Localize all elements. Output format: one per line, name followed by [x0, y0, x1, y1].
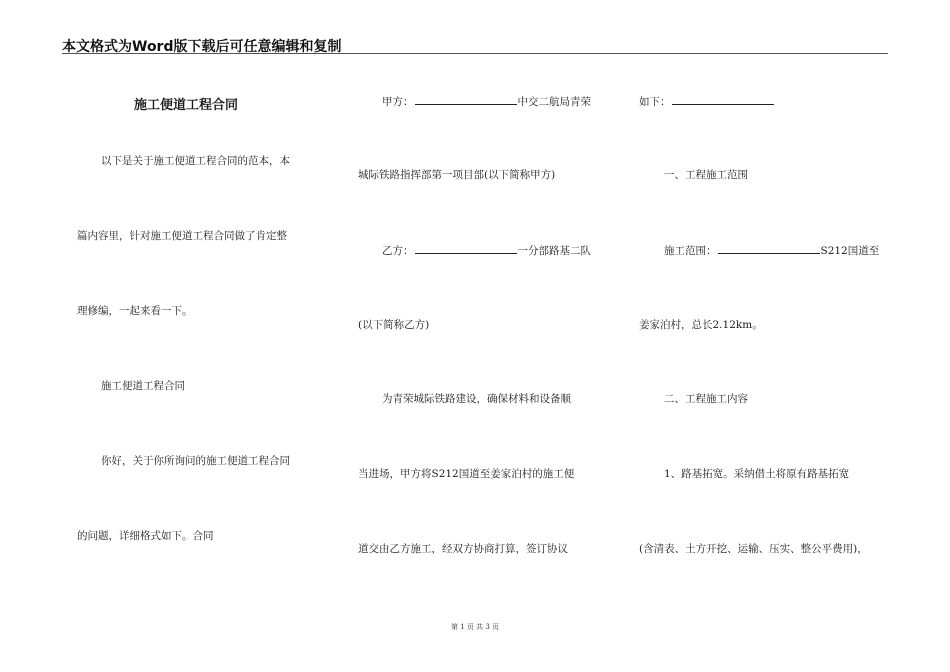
col1-line-3: 理修编，一起来看一下。: [77, 305, 193, 317]
col2-line-2: 城际铁路指挥部第一项目部(以下简称甲方): [358, 169, 556, 181]
col2-line-3: [382, 243, 591, 258]
party-b-label: 乙方：: [382, 245, 414, 257]
col3-line-5: 二、工程施工内容: [664, 393, 748, 405]
col3-line-2: 一、工程施工范围: [664, 169, 748, 181]
col3-line-1: [639, 94, 775, 109]
document-title: 施工便道工程合同: [134, 98, 239, 113]
col2-line-6: 当进场，甲方将S212国道至姜家泊村的施工便: [358, 468, 575, 480]
scope-start: S212国道至: [820, 245, 880, 257]
party-b-blank: [415, 243, 517, 254]
as-follows-label: 如下：: [639, 96, 671, 108]
col1-line-1: 以下是关于施工便道工程合同的范本，本: [101, 155, 290, 167]
party-a-blank: [415, 94, 517, 105]
col3-line-4: 姜家泊村，总长2.12km。: [639, 319, 763, 331]
col3-line-6: 1、路基拓宽。采纳借土将原有路基拓宽: [664, 468, 850, 480]
party-b-name: 一分部路基二队: [517, 245, 591, 257]
header-divider: [62, 53, 888, 54]
col3-line-3: [664, 243, 879, 258]
col1-line-4: 施工便道工程合同: [101, 380, 185, 392]
party-a-name: 中交二航局青荣: [517, 96, 591, 108]
col2-line-1: [382, 94, 591, 109]
scope-label: 施工范围：: [664, 245, 717, 257]
header-title: 本文格式为Word版下载后可任意编辑和复制: [62, 39, 342, 55]
col3-line-7: (含清表、土方开挖、运输、压实、整公平费用)，: [639, 543, 868, 555]
party-a-label: 甲方：: [382, 96, 414, 108]
col1-line-5: 你好，关于你所询问的施工便道工程合同: [101, 455, 290, 467]
col1-line-6: 的问题，详细格式如下。合同: [77, 530, 214, 542]
scope-blank: [718, 243, 820, 254]
col1-line-2: 篇内容里，针对施工便道工程合同做了肯定整: [77, 230, 287, 242]
col2-line-5: 为青荣城际铁路建设，确保材料和设备顺: [382, 393, 571, 405]
page-number: 第 1 页 共 3 页: [450, 623, 500, 631]
as-follows-blank: [672, 94, 774, 105]
col2-line-4: (以下简称乙方): [358, 319, 430, 331]
col2-line-7: 道交由乙方施工，经双方协商打算，签订协议: [358, 543, 568, 555]
